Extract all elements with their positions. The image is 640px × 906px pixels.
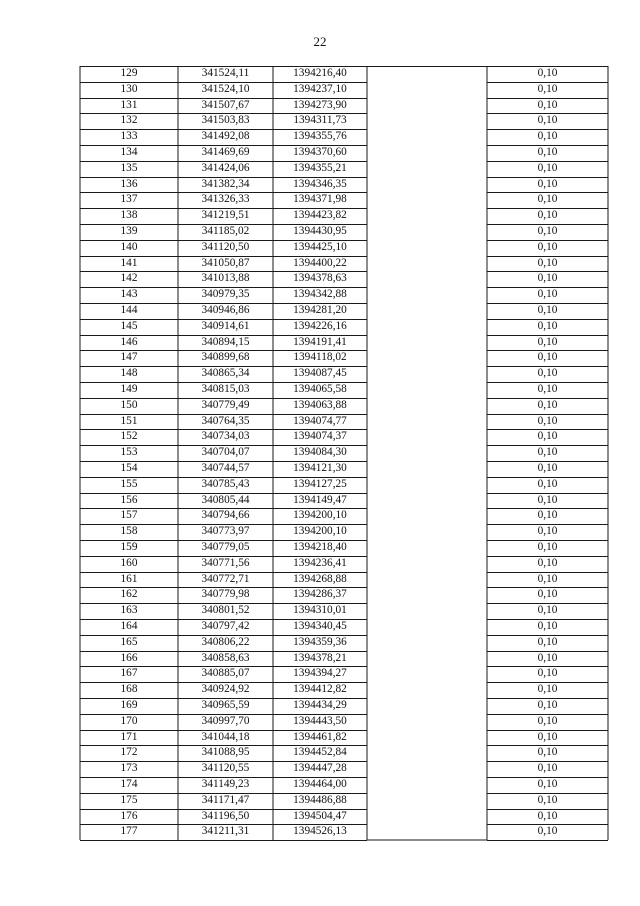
table-cell-x: 341088,95	[201, 746, 250, 759]
table-cell-y: 1394311,73	[293, 114, 347, 127]
table-cell-x: 341196,50	[201, 809, 250, 822]
table-cell-n: 172	[120, 746, 138, 759]
table-cell-v: 0,10	[537, 572, 558, 585]
table-cell-n: 133	[120, 130, 138, 143]
table-cell-y: 1394065,58	[293, 383, 347, 395]
table-cell-n: 171	[120, 730, 138, 743]
table-cell-v: 0,10	[537, 288, 558, 301]
table-cell-y: 1394273,90	[293, 98, 347, 111]
table-cell-y: 1394149,47	[293, 493, 347, 506]
table-cell-n: 132	[120, 114, 138, 127]
table-cell-v: 0,10	[537, 556, 558, 569]
table-cell-x: 340899,68	[201, 351, 250, 364]
table-cell-x: 340779,49	[201, 398, 250, 411]
table-cell-n: 154	[120, 462, 138, 474]
table-cell-v: 0,10	[537, 225, 558, 237]
table-cell-v: 0,10	[537, 746, 558, 759]
table-cell-v: 0,10	[537, 414, 558, 427]
table-cell-n: 142	[120, 272, 138, 285]
table-cell-y: 1394430,95	[293, 225, 347, 237]
table-cell-x: 341524,10	[201, 82, 250, 95]
table-cell-v: 0,10	[537, 793, 558, 806]
table-cell-x: 340946,86	[201, 304, 250, 316]
table-cell-y: 1394063,88	[293, 398, 347, 411]
table-cell-y: 1394370,60	[293, 146, 347, 158]
table-cell-y: 1394425,10	[293, 240, 347, 253]
table-cell-y: 1394378,21	[293, 651, 347, 664]
table-cell-x: 340914,61	[201, 319, 250, 332]
table-cell-y: 1394226,16	[293, 319, 347, 332]
table-cell-v: 0,10	[537, 67, 558, 79]
table-cell-v: 0,10	[537, 240, 558, 253]
table-cell-n: 146	[120, 335, 138, 348]
table-cell-x: 340794,66	[201, 509, 250, 522]
table-cell-v: 0,10	[537, 509, 558, 522]
table-cell-v: 0,10	[537, 620, 558, 632]
table-cell-v: 0,10	[537, 604, 558, 617]
table-cell-n: 155	[120, 477, 138, 490]
table-cell-x: 340797,42	[201, 620, 250, 632]
table-cell-y: 1394074,37	[293, 430, 347, 443]
table-cell-x: 341492,08	[201, 130, 250, 143]
table-cell-y: 1394355,76	[293, 130, 347, 143]
table-cell-n: 151	[120, 414, 138, 427]
table-cell-n: 140	[120, 240, 138, 253]
table-cell-v: 0,10	[537, 272, 558, 285]
table-cell-y: 1394286,37	[293, 588, 347, 601]
table-cell-y: 1394310,01	[293, 604, 347, 617]
table-cell-y: 1394394,27	[293, 667, 347, 680]
table-cell-y: 1394121,30	[293, 462, 347, 474]
table-cell-y: 1394342,88	[293, 288, 347, 301]
table-cell-n: 135	[120, 161, 138, 174]
table-cell-v: 0,10	[537, 446, 558, 459]
table-cell-v: 0,10	[537, 193, 558, 206]
table-cell-x: 340997,70	[201, 714, 250, 727]
table-cell-x: 340865,34	[201, 367, 250, 380]
table-cell-y: 1394236,41	[293, 556, 347, 569]
table-cell-v: 0,10	[537, 335, 558, 348]
table-cell-v: 0,10	[537, 588, 558, 601]
table-cell-y: 1394359,36	[293, 635, 347, 648]
table-cell-n: 129	[120, 67, 138, 79]
table-cell-x: 341211,31	[201, 825, 250, 838]
table-cell-n: 131	[120, 98, 138, 111]
table-cell-x: 340805,44	[201, 493, 250, 506]
table-cell-v: 0,10	[537, 477, 558, 490]
table-cell-n: 177	[120, 825, 138, 838]
table-cell-v: 0,10	[537, 635, 558, 648]
table-cell-n: 161	[120, 572, 138, 585]
table-cell-n: 148	[120, 367, 138, 380]
table-cell-x: 340806,22	[201, 635, 250, 648]
table-cell-x: 340815,03	[201, 383, 250, 395]
table-cell-v: 0,10	[537, 714, 558, 727]
table-cell-y: 1394084,30	[293, 446, 347, 459]
table-cell-x: 341120,55	[201, 762, 250, 775]
table-cell-v: 0,10	[537, 525, 558, 538]
table-cell-n: 157	[120, 509, 138, 522]
table-cell-v: 0,10	[537, 699, 558, 711]
table-cell-v: 0,10	[537, 98, 558, 111]
table-cell-x: 341171,47	[201, 793, 250, 806]
table-cell-v: 0,10	[537, 398, 558, 411]
table-cell-v: 0,10	[537, 683, 558, 696]
table-cell-v: 0,10	[537, 319, 558, 332]
table-cell-n: 144	[120, 304, 138, 316]
table-cell-y: 1394200,10	[293, 525, 347, 538]
table-cell-n: 165	[120, 635, 138, 648]
table-cell-x: 341013,88	[201, 272, 250, 285]
table-cell-x: 340965,59	[201, 699, 250, 711]
table-cell-v: 0,10	[537, 383, 558, 395]
table-cell-x: 340704,07	[201, 446, 250, 459]
table-cell-x: 340772,71	[201, 572, 250, 585]
table-cell-x: 341382,34	[201, 177, 250, 190]
table-cell-x: 340773,97	[201, 525, 250, 538]
table-cell-n: 168	[120, 683, 138, 696]
table-cell-v: 0,10	[537, 130, 558, 143]
table-cell-n: 170	[120, 714, 138, 727]
table-cell-x: 341507,67	[201, 98, 250, 111]
table-cell-v: 0,10	[537, 177, 558, 190]
table-cell-x: 341219,51	[201, 209, 250, 222]
table-cell-x: 340764,35	[201, 414, 250, 427]
table-cell-x: 341120,50	[201, 240, 250, 253]
table-cell-n: 156	[120, 493, 138, 506]
table-cell-y: 1394504,47	[293, 809, 347, 822]
table-cell-n: 174	[120, 778, 138, 790]
table-cell-v: 0,10	[537, 667, 558, 680]
table-cell-v: 0,10	[537, 209, 558, 222]
table-cell-n: 160	[120, 556, 138, 569]
table-cell-n: 149	[120, 383, 138, 395]
table-cell-v: 0,10	[537, 825, 558, 838]
table-cell-x: 340979,35	[201, 288, 250, 301]
table-cell-y: 1394237,10	[293, 82, 347, 95]
table-cell-v: 0,10	[537, 762, 558, 775]
table-cell-n: 162	[120, 588, 138, 601]
table-cell-x: 340771,56	[201, 556, 250, 569]
table-cell-n: 143	[120, 288, 138, 301]
table-cell-x: 341050,87	[201, 256, 250, 269]
table-cell-y: 1394434,29	[293, 699, 347, 711]
table-cell-x: 340734,03	[201, 430, 250, 443]
table-cell-n: 134	[120, 146, 138, 158]
table-cell-y: 1394526,13	[293, 825, 347, 838]
table-cell-n: 152	[120, 430, 138, 443]
table-cell-n: 164	[120, 620, 138, 632]
table-cell-y: 1394281,20	[293, 304, 347, 316]
table-cell-v: 0,10	[537, 809, 558, 822]
table-cell-n: 166	[120, 651, 138, 664]
table-cell-x: 341185,02	[201, 225, 250, 237]
table-cell-y: 1394191,41	[293, 335, 347, 348]
table-cell-x: 340779,05	[201, 541, 250, 553]
table-cell-v: 0,10	[537, 430, 558, 443]
table-cell-x: 341469,69	[201, 146, 250, 158]
table-cell-n: 145	[120, 319, 138, 332]
table-cell-y: 1394127,25	[293, 477, 347, 490]
table-cell-y: 1394447,28	[293, 762, 347, 775]
table-cell-n: 173	[120, 762, 138, 775]
table-cell-n: 175	[120, 793, 138, 806]
table-cell-n: 163	[120, 604, 138, 617]
table-cell-v: 0,10	[537, 114, 558, 127]
table-cell-n: 150	[120, 398, 138, 411]
table-cell-y: 1394087,45	[293, 367, 347, 380]
table-cell-y: 1394378,63	[293, 272, 347, 285]
table-cell-y: 1394200,10	[293, 509, 347, 522]
table-cell-n: 153	[120, 446, 138, 459]
table-cell-v: 0,10	[537, 367, 558, 380]
table-cell-v: 0,10	[537, 146, 558, 158]
table-cell-y: 1394355,21	[293, 161, 347, 174]
table-cell-y: 1394216,40	[293, 67, 347, 79]
table-cell-x: 340744,57	[201, 462, 250, 474]
table-cell-v: 0,10	[537, 541, 558, 553]
table-cell-y: 1394218,40	[293, 541, 347, 553]
table-cell-y: 1394340,45	[293, 620, 347, 632]
table-cell-y: 1394268,88	[293, 572, 347, 585]
table-cell-n: 130	[120, 82, 138, 95]
table-cell-v: 0,10	[537, 82, 558, 95]
table-cell-x: 340779,98	[201, 588, 250, 601]
table-cell-y: 1394412,82	[293, 683, 347, 696]
table-cell-n: 136	[120, 177, 138, 190]
table-cell-x: 341424,06	[201, 161, 250, 174]
table-cell-n: 167	[120, 667, 138, 680]
table-cell-n: 158	[120, 525, 138, 538]
table-cell-x: 340885,07	[201, 667, 250, 680]
table-cell-y: 1394443,50	[293, 714, 347, 727]
table-cell-y: 1394423,82	[293, 209, 347, 222]
table-cell-n: 147	[120, 351, 138, 364]
table-cell-n: 159	[120, 541, 138, 553]
table-cell-n: 141	[120, 256, 138, 269]
table-cell-n: 139	[120, 225, 138, 237]
table-cell-v: 0,10	[537, 304, 558, 316]
table-cell-x: 340785,43	[201, 477, 250, 490]
table-cell-x: 341044,18	[201, 730, 250, 743]
table-cell-n: 137	[120, 193, 138, 206]
table-cell-v: 0,10	[537, 256, 558, 269]
table-cell-x: 340924,92	[201, 683, 250, 696]
table-cell-n: 169	[120, 699, 138, 711]
table-cell-y: 1394400,22	[293, 256, 347, 269]
table-cell-y: 1394074,77	[293, 414, 347, 427]
table-cell-y: 1394461,82	[293, 730, 347, 743]
table-cell-x: 340801,52	[201, 604, 250, 617]
table-cell-x: 341503,83	[201, 114, 250, 127]
table-cell-x: 340894,15	[201, 335, 250, 348]
table-cell-v: 0,10	[537, 351, 558, 364]
table-cell-v: 0,10	[537, 730, 558, 743]
table-cell-v: 0,10	[537, 651, 558, 664]
table-cell-y: 1394464,00	[293, 778, 347, 790]
table-cell-n: 176	[120, 809, 138, 822]
table-cell-y: 1394486,88	[293, 793, 347, 806]
page-number: 22	[313, 34, 327, 49]
table-cell-n: 138	[120, 209, 138, 222]
table-cell-y: 1394118,02	[293, 351, 347, 364]
table-cell-v: 0,10	[537, 493, 558, 506]
table-cell-y: 1394346,35	[293, 177, 347, 190]
table-cell-v: 0,10	[537, 462, 558, 474]
table-cell-x: 341149,23	[201, 778, 250, 790]
table-cell-y: 1394371,98	[293, 193, 347, 206]
table-cell-y: 1394452,84	[293, 746, 347, 759]
table-cell-x: 341524,11	[201, 67, 250, 79]
table-cell-x: 340858,63	[201, 651, 250, 664]
table-cell-v: 0,10	[537, 161, 558, 174]
table-cell-x: 341326,33	[201, 193, 250, 206]
table-cell-v: 0,10	[537, 778, 558, 790]
